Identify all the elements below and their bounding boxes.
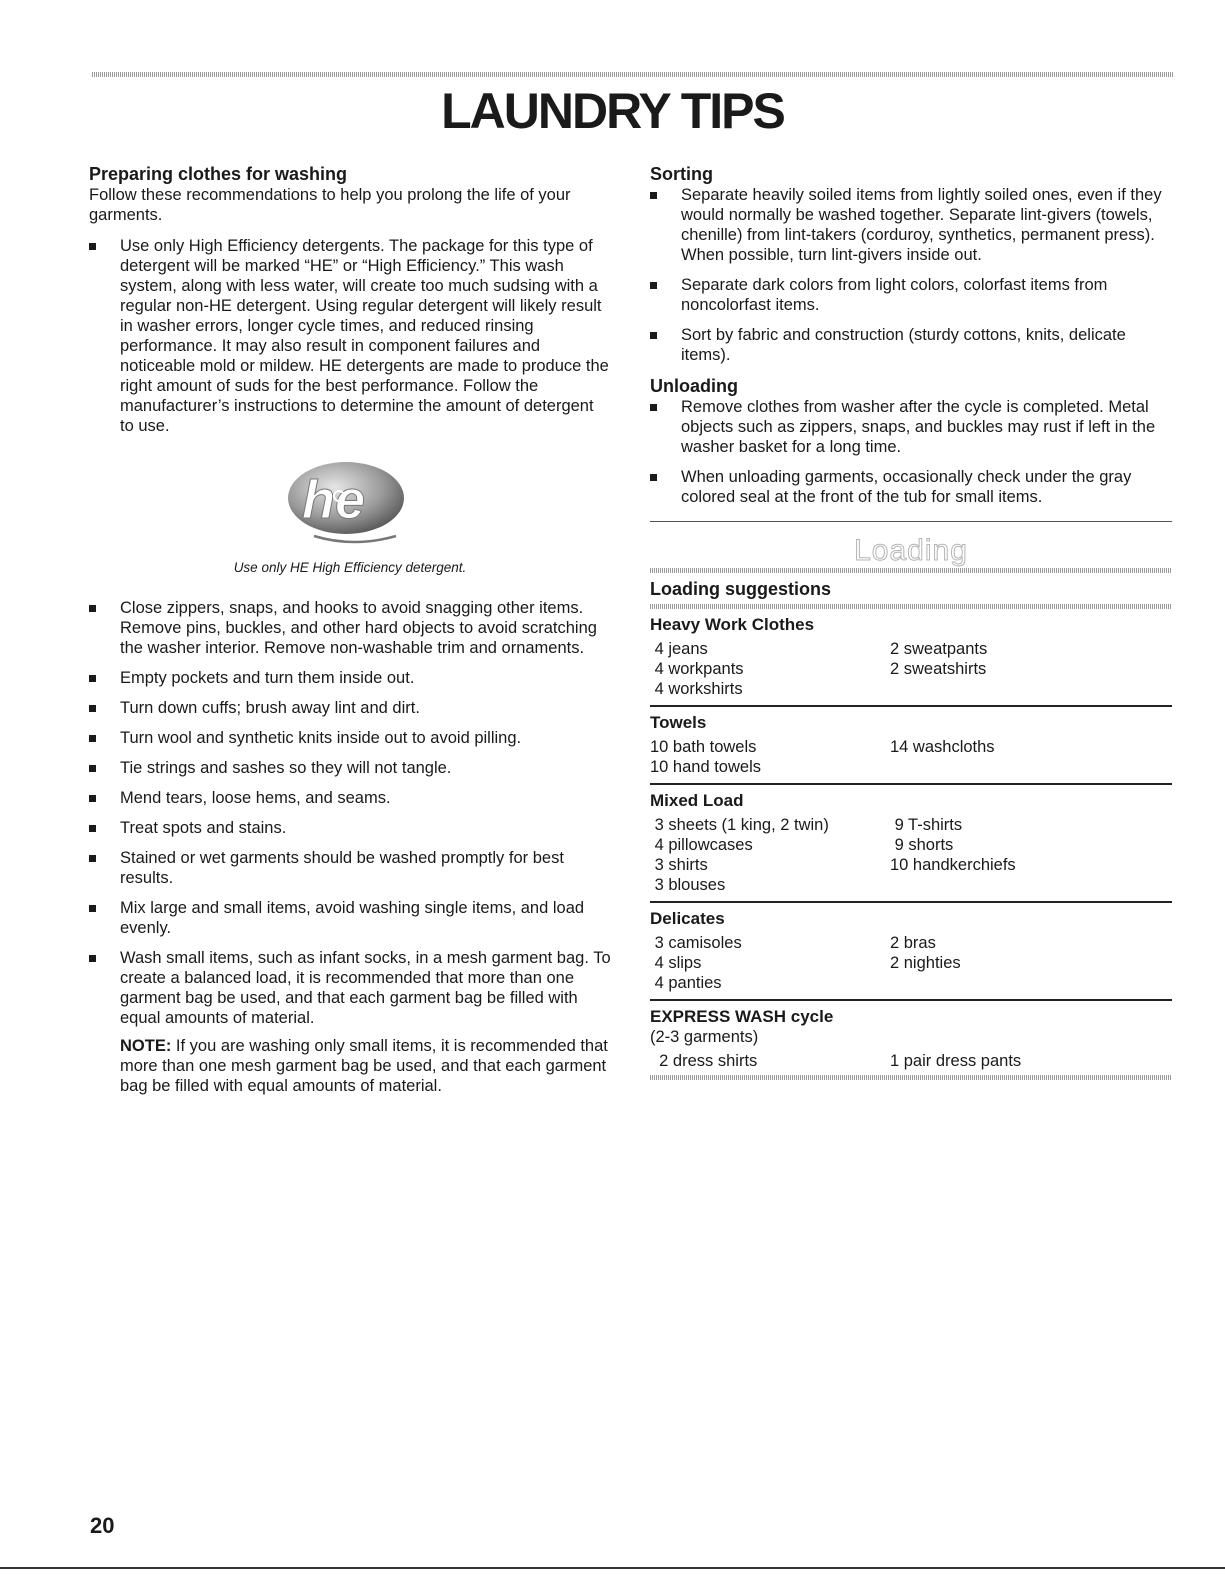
- load-item: 3 camisoles: [650, 934, 742, 952]
- bullet-square-icon: [89, 675, 96, 682]
- load-group-items: [650, 933, 1172, 993]
- section-divider: [650, 521, 1172, 522]
- bullet-square-icon: [89, 855, 96, 862]
- load-item: 2 sweatpants: [890, 640, 988, 658]
- load-item: 3 shirts: [650, 856, 708, 874]
- top-dotted-rule: [92, 72, 1174, 77]
- load-item: 2 dress shirts: [650, 1052, 758, 1070]
- load-group-items: [650, 815, 1172, 895]
- bullet-square-icon: [89, 243, 96, 250]
- load-group: [650, 785, 1172, 903]
- bullet-square-icon: [89, 795, 96, 802]
- bullet-square-icon: [89, 605, 96, 612]
- he-logo-icon: [284, 456, 416, 546]
- load-group: [650, 903, 1172, 1001]
- load-item: 4 jeans: [650, 640, 708, 658]
- left-column: [89, 163, 611, 1096]
- list-item: Use only High Efficiency detergents. The package for this type of detergent will be marked “HE” or “High Efficiency.” This wash system, along with less water, will create too much sudsing with a regular non-HE detergent. Using regular detergent will likely result in washer errors, longer cycle times, and reduced rinsing performance. It may also result in component failures and noticeable mold or mildew. HE detergents are made to produce the right amount of suds for the best performance. Follow the manufacturer’s instructions to determine the amount of detergent to use.: [89, 236, 611, 436]
- load-item: 4 workpants: [650, 660, 744, 678]
- list-item: Mix large and small items, avoid washing single items, and load evenly.: [89, 898, 611, 938]
- load-group-items: [650, 1051, 1172, 1071]
- load-group-title: EXPRESS WASH cycle: [650, 1007, 834, 1026]
- note-label: NOTE:: [120, 1037, 172, 1055]
- preparing-heading: Preparing clothes for washing: [89, 164, 348, 184]
- list-item: Empty pockets and turn them inside out.: [89, 668, 611, 688]
- load-group-subtitle: (2-3 garments): [650, 1028, 759, 1046]
- sorting-heading: Sorting: [650, 164, 713, 184]
- load-item: 10 handkerchiefs: [890, 856, 1016, 874]
- list-item: Separate heavily soiled items from lightly soiled ones, even if they would normally be washed together. Separate lint-givers (towels, chenille) from lint-takers (corduroy, synthetics, permanent press). When possible, turn lint-givers inside out.: [650, 185, 1172, 265]
- load-group-items: [650, 737, 1172, 777]
- list-item: Turn down cuffs; brush away lint and dirt.: [89, 698, 611, 718]
- he-caption: Use only HE High Efficiency detergent.: [233, 560, 467, 575]
- bullet-square-icon: [650, 474, 657, 481]
- loading-section-header: Loading: [854, 534, 968, 567]
- bullet-square-icon: [89, 905, 96, 912]
- load-item: 10 hand towels: [650, 758, 761, 776]
- he-logo-figure: [89, 448, 611, 578]
- loading-table: [650, 609, 1172, 1075]
- list-item: Wash small items, such as infant socks, in a mesh garment bag. To create a balanced load, it is recommended that more than one garment bag be used, and that each garment bag be filled with equal amounts of material.: [89, 948, 611, 1028]
- list-item: Separate dark colors from light colors, colorfast items from noncolorfast items.: [650, 275, 1172, 315]
- page-number: 20: [90, 1513, 115, 1538]
- dotted-rule: [650, 568, 1172, 573]
- dotted-rule: [650, 1075, 1172, 1080]
- list-item: Treat spots and stains.: [89, 818, 611, 838]
- load-group-title: Towels: [650, 713, 707, 732]
- load-group-title: Delicates: [650, 909, 725, 928]
- bullet-square-icon: [650, 192, 657, 199]
- load-group-title: Heavy Work Clothes: [650, 615, 815, 634]
- load-item: 4 pillowcases: [650, 836, 753, 854]
- list-item: Tie strings and sashes so they will not tangle.: [89, 758, 611, 778]
- loading-table-title: Loading suggestions: [650, 579, 832, 599]
- load-item: 4 workshirts: [650, 680, 743, 698]
- bullet-square-icon: [650, 332, 657, 339]
- list-item: Turn wool and synthetic knits inside out to avoid pilling.: [89, 728, 611, 748]
- load-item: 3 sheets (1 king, 2 twin): [650, 816, 829, 834]
- load-item: 2 bras: [890, 934, 936, 952]
- list-item: Close zippers, snaps, and hooks to avoid snagging other items. Remove pins, buckles, and other hard objects to avoid scratching the washer interior. Remove non-washable trim and ornaments.: [89, 598, 611, 658]
- load-group: [650, 707, 1172, 785]
- load-item: 10 bath towels: [650, 738, 757, 756]
- sorting-list: [650, 185, 1172, 365]
- bullet-square-icon: [89, 705, 96, 712]
- note-text: If you are washing only small items, it is recommended that more than one mesh garment bag be used, and that each garment bag be filled with equal amounts of material.: [120, 1037, 608, 1095]
- bottom-rule: [0, 1567, 1225, 1569]
- load-item: 2 nighties: [890, 954, 961, 972]
- list-item: Sort by fabric and construction (sturdy cottons, knits, delicate items).: [650, 325, 1172, 365]
- unloading-heading: Unloading: [650, 376, 738, 396]
- list-item: Stained or wet garments should be washed promptly for best results.: [89, 848, 611, 888]
- bullet-square-icon: [89, 735, 96, 742]
- bullet-square-icon: [650, 282, 657, 289]
- list-item: Remove clothes from washer after the cycle is completed. Metal objects such as zippers, snaps, and buckles may rust if left in the washer basket for a long time.: [650, 397, 1172, 457]
- preparing-he-list: [89, 236, 611, 436]
- preparing-intro: Follow these recommendations to help you prolong the life of your garments.: [89, 186, 571, 224]
- load-group: [650, 609, 1172, 707]
- load-item: 2 sweatshirts: [890, 660, 987, 678]
- load-item: 14 washcloths: [890, 738, 995, 756]
- bullet-square-icon: [89, 825, 96, 832]
- load-item: 4 panties: [650, 974, 722, 992]
- load-item: 1 pair dress pants: [890, 1052, 1022, 1070]
- bullet-square-icon: [650, 404, 657, 411]
- unloading-list: [650, 397, 1172, 507]
- load-item: 4 slips: [650, 954, 702, 972]
- bullet-square-icon: [89, 765, 96, 772]
- right-column: [650, 163, 1172, 1080]
- load-group: [650, 1001, 1172, 1075]
- load-item: 3 blouses: [650, 876, 726, 894]
- load-group-title: Mixed Load: [650, 791, 744, 810]
- note-paragraph: [89, 1036, 611, 1096]
- svg-text:he: he: [302, 470, 366, 530]
- bullet-square-icon: [89, 955, 96, 962]
- load-group-items: [650, 639, 1172, 699]
- list-item: Mend tears, loose hems, and seams.: [89, 788, 611, 808]
- preparing-list: [89, 598, 611, 1028]
- load-item: 9 shorts: [890, 836, 954, 854]
- load-item: 9 T-shirts: [890, 816, 963, 834]
- page-title: LAUNDRY TIPS: [441, 83, 784, 139]
- list-item: When unloading garments, occasionally check under the gray colored seal at the front of the tub for small items.: [650, 467, 1172, 507]
